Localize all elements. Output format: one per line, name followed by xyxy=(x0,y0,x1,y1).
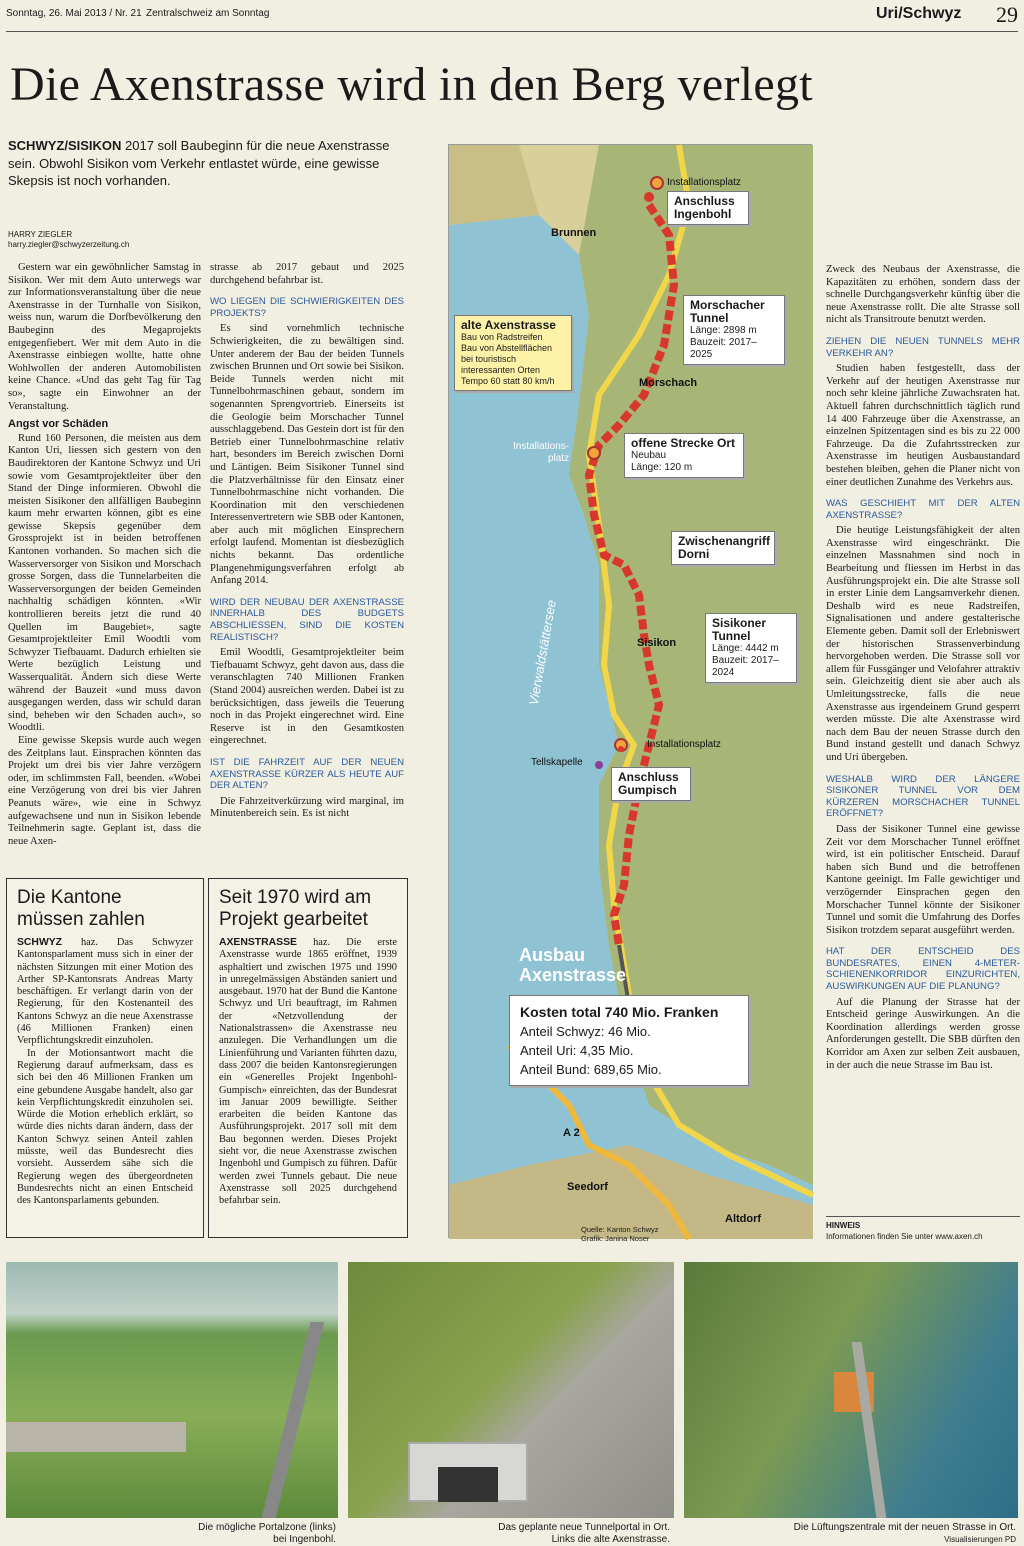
legend-item: Tempo 60 statt 80 km/h xyxy=(461,376,555,386)
box-text xyxy=(17,937,193,1237)
source-line: Grafik: Janina Noser xyxy=(581,1234,650,1243)
paragraph: Eine gewisse Skepsis wurde auch wegen des Zeitplans laut. Einsprachen könnten das Projekt um drei bis vier Jahre verzögern oder, im schlimmsten Fall, beenden. «Wobei eine Verzögerung von drei bis vier Jahren Peanuts wäre», wie eine in Schwyz aufgewachsene und nun in Sisikon lebende Teilnehmerin sagte. Geplant ist, dass die neue Axen- xyxy=(8,734,201,847)
paragraph: Dass der Sisikoner Tunnel eine gewisse Zeit vor dem Morschacher Tunnel eröffnet wird, ist ein politischer Entscheid. Darauf haben sich Bund und die betroffenen Kantone geeinigt. Im Falle gewichtiger und verzögernder Einsprachen gegen den Morschacher Tunnel könnte der Sisikoner Tunnel und somit die Umfahrung des Dorfes Sisikon trotzdem separat ausgeführt werden. xyxy=(826,823,1020,936)
cost-title: Kosten total 740 Mio. Franken xyxy=(520,1004,719,1020)
map-graphic xyxy=(448,144,812,1243)
hinweis-box xyxy=(826,1216,1020,1242)
map-label-installationsplatz: Installationsplatz xyxy=(667,177,741,188)
map-label-a2: A 2 xyxy=(563,1127,580,1139)
question-heading: WAS GESCHIEHT MIT DER ALTEN AXENSTRASSE? xyxy=(826,498,1020,521)
map-source xyxy=(581,1225,659,1243)
map-label-installationsplatz-2 xyxy=(513,441,569,465)
cost-line: Anteil Uri: 4,35 Mio. xyxy=(520,1043,634,1058)
box-text xyxy=(219,937,397,1237)
page-header xyxy=(6,2,1018,32)
author-name: HARRY ZIEGLER xyxy=(8,230,73,239)
paragraph: strasse ab 2017 gebaut und 2025 durchgehend befahrbar ist. xyxy=(210,262,404,286)
paragraph: Auf die Planung der Strasse hat der Entscheid geringe Auswirkungen. An die Koordination allerdings werden grosse Anforderungen gestellt. Die SBB dürften den Korridor am Axen zur selben Zeit ausbauen, in der auch die neue Strasse im Bau ist. xyxy=(826,996,1020,1071)
box-body: haz. Die erste Axenstrasse wurde 1865 eröffnet, 1939 asphaltiert und zwischen 1975 und 1990 in unregelmässigen Abständen saniert und ausgebaut. 1970 hat der Bund die Kantone Schwyz und Uri beauftragt, im Rahmen der «Netzvollendung der Nationalstrassen» die Axenstrasse neu anzulegen. Die Verhandlungen um die Linienführung und Varianten führten dazu, dass 2007 die beiden Kantonsregierungen ein «Generelles Projekt Ingenbohl-Gumpisch» einreichten, das der Bundesrat im Januar 2009 bewilligte. Seither erarbeiten die beiden Kantone das Ausführungsprojekt. 2017 soll mit dem Bau begonnen werden. Dieses Projekt sieht vor, die neue Axenstrasse zwischen Ingenbohl und Gumpisch zu führen. Dafür werden zwei Tunnels gebaut. Die neue Axenstrasse soll 2025 durchgehend befahrbar sein. xyxy=(219,937,397,1207)
info-box-kantone xyxy=(6,878,204,1238)
box-detail: Bauzeit: 2017–2024 xyxy=(712,655,779,678)
label-line: platz xyxy=(548,453,570,464)
box-place: AXENSTRASSE xyxy=(219,937,297,948)
box-label: Anschluss Ingenbohl xyxy=(674,194,735,221)
lead-body: 2017 soll Baubeginn für die neue Axenstrasse sein. Obwohl Sisikon vom Verkehr entlastet würde, eine gewisse Skepsis ist noch vorhanden. xyxy=(8,138,390,188)
lead-text xyxy=(8,137,408,190)
box-label: Sisikoner Tunnel xyxy=(712,616,767,643)
map-box-zwischenangriff xyxy=(671,531,775,565)
photo-caption-3 xyxy=(740,1522,1016,1546)
paragraph: Rund 160 Personen, die meisten aus dem Kanton Uri, liessen sich gestern von den Baudirektoren der Kantone Schwyz und Uri sowie vom Gesamtprojektleiter über den Stand der Dinge informieren. Obwohl die meisten Sisikoner den allfälligen Baubeginn kaum mehr erwarten können, gibt es eine gewisse Skepsis gegenüber dem Grossprojekt ist in beiden betroffenen Kantonen vorhanden. So machen sich die Wasserversorger von Sisikon und Morschach grosse Sorgen, dass die Tunnelarbeiten die Wasserversorgungen der beiden Gemeinden nachhaltig schädigen könnten. «Wir kontrollieren bereits jetzt die rund 40 Quellen im Baugebiet», sagte Gesamtprojektleiter Emil Woodtli vom Schwyzer Tiefbauamt. Dadurch erhielten sie Werte bezüglich Leistung und Wasserqualität. Ändern sich diese Werte während der Bauzeit «und muss davon ausgegangen werden, dass wir schuld daran sind, beheben wir den Schaden auch», so Woodtli. xyxy=(8,432,201,734)
box-label: Anschluss Gumpisch xyxy=(618,770,679,797)
question-heading: IST DIE FAHRZEIT AUF DER NEUEN AXENSTRASSE KÜRZER ALS HEUTE AUF DER ALTEN? xyxy=(210,756,404,792)
map-label-seedorf: Seedorf xyxy=(567,1181,608,1193)
map-label-installationsplatz-3: Installationsplatz xyxy=(647,739,721,750)
subheading: Angst vor Schäden xyxy=(8,418,109,431)
caption-line: Das geplante neue Tunnelportal in Ort. xyxy=(498,1522,670,1533)
map-label-brunnen: Brunnen xyxy=(551,227,597,239)
box-label: Zwischenangriff Dorni xyxy=(678,534,771,561)
article-column-5 xyxy=(826,264,1020,1184)
tellskapelle-marker xyxy=(595,761,603,769)
info-box-seit-1970 xyxy=(208,878,408,1238)
legend-title: alte Axenstrasse xyxy=(461,318,556,332)
paragraph: Es sind vornehmlich technische Schwierigkeiten, die zu bewältigen sind. Unter anderem der Bau der beiden Tunnels zwischen Brunnen und Ort sowie bei Sisikon. Beide Tunnels werden nicht mit Tunnelbohrmaschinen gebaut, sondern im sogenannten Sprengvortrieb. Einerseits ist die Geologie beim Morschacher Tunnel ausschlaggebend. Das Gestein dort ist für den Betrieb einer Tunnelbohrmaschine relativ hart, besonders im Bereich zwischen Dorni und Läntigen. Beim Sisikoner Tunnel sind die Platzverhältnisse für den Einsatz einer Tunnelbohrmaschine nicht vorhanden. Die Koordination mit den verschiedenen Interessenvertretern wie SBB oder Kantonen, aber auch mit möglichen Einsprechern erfolgt laufend. Momentan ist diesbezüglich nichts bekannt. Das ordentliche Plangenehmigungsverfahren erfolgt ab Anfang 2014. xyxy=(210,323,404,587)
tunnel-opening-shape xyxy=(438,1467,498,1502)
box-detail: Neubau xyxy=(631,450,667,461)
caption-line: Die mögliche Portalzone (links) xyxy=(198,1522,336,1533)
box-detail: Länge: 120 m xyxy=(631,462,693,473)
photo-lueftungszentrale xyxy=(684,1262,1018,1518)
road-shape xyxy=(852,1342,887,1518)
map-box-offene-strecke xyxy=(624,433,744,478)
header-paper: Zentralschweiz am Sonntag xyxy=(146,8,270,19)
question-heading: ZIEHEN DIE NEUEN TUNNELS MEHR VERKEHR AN? xyxy=(826,335,1020,359)
cost-line: Anteil Schwyz: 46 Mio. xyxy=(520,1024,651,1039)
photo-caption-1 xyxy=(100,1522,336,1546)
question-heading: HAT DER ENTSCHEID DES BUNDESRATES, EINEN 4-METER-SCHIENENKORRIDOR EINZURICHTEN, AUSWIRKUNGEN AUF DIE PLANUNG? xyxy=(826,946,1020,993)
map-label-vierwaldstaettersee: Vierwaldstättersee xyxy=(525,598,560,707)
map-label-sisikon: Sisikon xyxy=(637,637,677,649)
caption-line: Die Lüftungszentrale mit der neuen Strasse in Ort. xyxy=(793,1522,1016,1533)
source-line: Quelle: Kanton Schwyz xyxy=(581,1225,659,1234)
photo-credit: Visualisierungen PD xyxy=(944,1535,1016,1544)
road-shape xyxy=(262,1322,325,1518)
photo-caption-2 xyxy=(420,1522,670,1546)
box-body: haz. Das Schwyzer Kantonsparlament muss sich in einer der nächsten Sitzungen mit einer Motion des Arther SP-Kantonsrats Andreas Marty beschäftigen. Er verlangt darin von der Regierung, für den Kostenanteil des Kantons Schwyz an die neue Axenstrasse (46 Millionen Franken) einen Verpflichtungskredit einzuholen. xyxy=(17,937,193,1047)
map-title: Ausbau Axenstrasse xyxy=(519,945,627,985)
header-section: Uri/Schwyz xyxy=(876,5,962,22)
map-box-anschluss-gumpisch xyxy=(611,767,691,801)
legend-alte-axenstrasse xyxy=(454,315,572,391)
map-label-altdorf: Altdorf xyxy=(725,1213,762,1225)
box-label: Morschacher Tunnel xyxy=(690,298,765,325)
paragraph: Die heutige Leistungsfähigkeit der alten Axenstrasse wird eingeschränkt. Die einzelnen Massnahmen sind noch in Bearbeitung und fliessen im Herbst in das Ausführungsprojekt ein. Die alte Strasse soll in erster Linie dem Langsamverkehr dienen. Deshalb wird es neue Radstreifen, Signalisationen und andere gestalterische Elemente geben. Damit soll der Erlebniswert der historischen Strassenverbindung hervorgehoben werden. Die Strasse soll vor allem für Fussgänger und Velofahrer attraktiv sein. Gleichzeitig dient sie aber auch als Umleitungsstrecke, falls die neue Axenstrasse aus irgendeinem Grund gesperrt werden müsste. Die alte Axenstrasse wird nach dem Bau der neuen Strasse durch den Bund instand gestellt und danach Schwyz und Uri übergeben. xyxy=(826,525,1020,763)
photo-tunnelportal xyxy=(348,1262,674,1518)
header-date: Sonntag, 26. Mai 2013 / Nr. 21 xyxy=(6,8,142,19)
map-label-morschach: Morschach xyxy=(639,377,698,389)
legend-item: Bau von Radstreifen xyxy=(461,332,543,342)
paragraph: Emil Woodtli, Gesamtprojektleiter beim Tiefbauamt Schwyz, geht davon aus, dass die veranschlagten 740 Millionen Franken (Stand 2004) ausreichen werden. Dabei ist zu berücksichtigen, dass jeweils die Teuerung noch in das Projekt eingerechnet wird. Eine Reserve ist in den Gesamtkosten eingerechnet. xyxy=(210,647,404,747)
photo-portalzone xyxy=(6,1262,338,1518)
lead-place: SCHWYZ/SISIKON xyxy=(8,138,122,153)
caption-line: Links die alte Axenstrasse. xyxy=(551,1534,670,1545)
box-detail: Länge: 4442 m xyxy=(712,643,779,654)
map-box-morschacher-tunnel xyxy=(683,295,785,365)
page-number: 29 xyxy=(996,2,1018,27)
paragraph: Zweck des Neubaus der Axenstrasse, die Kapazitäten zu erhöhen, sondern dass der schnelle Durchgangsverkehr künftig über die neue Axenstrasse rollt. Die alte Strasse soll nicht als Transitroute benutzt werden. xyxy=(826,264,1020,326)
article-column-2 xyxy=(210,262,404,852)
question-heading: WIRD DER NEUBAU DER AXENSTRASSE INNERHALB DES BUDGETS ABSCHLIESSEN, SIND DIE KOSTEN REALISTISCH? xyxy=(210,596,404,643)
box-title: Die Kantone müssen zahlen xyxy=(17,887,145,930)
box-place: SCHWYZ xyxy=(17,937,63,948)
article-column-1 xyxy=(8,262,201,852)
box-detail: Länge: 2898 m xyxy=(690,325,757,336)
headline: Die Axenstrasse wird in den Berg verlegt xyxy=(10,58,813,111)
cost-box xyxy=(509,995,749,1086)
paragraph: Studien haben festgestellt, dass der Verkehr auf der heutigen Axenstrasse nur noch sehr kleine jährliche Zuwachsraten hat. Aktuell fahren durchschnittlich täglich rund 14 400 Fahrzeuge über die Axenstrasse, an einzelnen Spitzentagen sind es bis zu 22 000 Fahrzeuge. Da die Zufahrtsstrecken zur Axenstrasse im heutigen Ausbaustandard bestehen bleiben, gehen die Planer nicht von einer deutlichen Zunahme des Verkehrs aus. xyxy=(826,363,1020,488)
paragraph: Gestern war ein gewöhnlicher Samstag in Sisikon. Wer mit dem Auto unterwegs war zur Informationsveranstaltung über die neue Axenstrasse in der Turnhalle von Sisikon, weiss nun, warum die Dorfbevölkerung den Baubeginn des Megaprojekts entgegenfiebert. Wer mit dem Auto in die Axenstrasse einbiegen wollte, hatte ohne Wohlwollen der anderen Automobilisten keine Chance. «Und das geht Tag für Tag so», sagte ein Einwohner an der Veranstaltung. xyxy=(8,262,201,412)
paragraph: In der Motionsantwort macht die Regierung darauf aufmerksam, dass es sich bei den 46 Millionen Franken um eine gebundene Ausgabe handelt, also gar kein Verpflichtungskredit einzuholen sei. Würde die Motion erheblich erklärt, so würde dies nichts daran ändern, dass der Kanton Schwyz seinen Anteil zahlen müsste, weil das Bundesrecht dies vorsieht. Ausserdem sähe sich die Regierung wegen des übergeordneten Bundesrechts nicht an einen Entscheid des Kantonsparlaments gebunden. xyxy=(17,1047,193,1207)
byline xyxy=(8,230,129,250)
caption-line: bei Ingenbohl. xyxy=(273,1534,336,1545)
author-email: harry.ziegler@schwyzerzeitung.ch xyxy=(8,240,130,249)
question-heading: WO LIEGEN DIE SCHWIERIGKEITEN DES PROJEKTS? xyxy=(210,296,404,319)
map-box-sisikoner-tunnel xyxy=(705,613,797,683)
box-title: Seit 1970 wird am Projekt gearbeitet xyxy=(219,887,372,930)
cost-line: Anteil Bund: 689,65 Mio. xyxy=(520,1062,662,1077)
map-box-anschluss-ingenbohl xyxy=(667,191,749,225)
box-label: offene Strecke Ort xyxy=(631,436,736,450)
map-label-tellskapelle: Tellskapelle xyxy=(531,757,583,768)
paragraph: Die Fahrzeitverkürzung wird marginal, im Minutenbereich sein. Es ist nicht xyxy=(210,795,404,820)
label-line: Installations- xyxy=(513,441,570,452)
building-shape xyxy=(6,1422,186,1452)
legend-item: Bau von Abstellflächen bei touristisch interessanten Orten xyxy=(461,343,553,375)
hinweis-text: Informationen finden Sie unter www.axen.ch xyxy=(826,1232,983,1241)
question-heading: WESHALB WIRD DER LÄNGERE SISIKONER TUNNEL VOR DEM KÜRZEREN MORSCHACHER TUNNEL ERÖFFNET? xyxy=(826,773,1020,820)
box-detail: Bauzeit: 2017–2025 xyxy=(690,337,757,360)
hinweis-title: HINWEIS xyxy=(826,1221,861,1230)
